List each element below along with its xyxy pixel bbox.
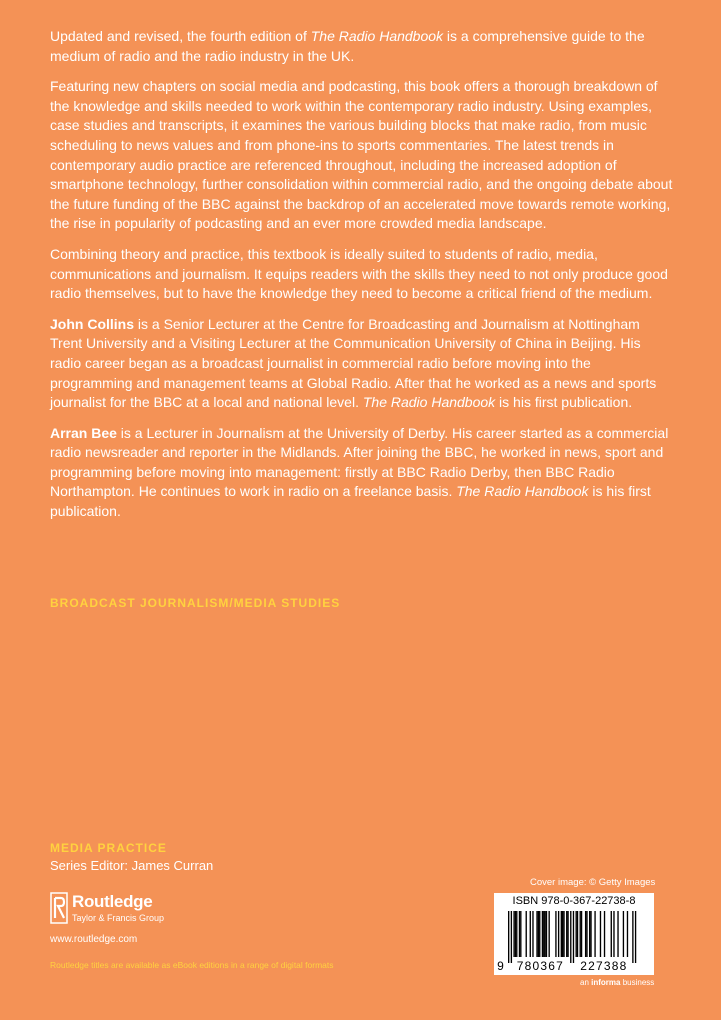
author-bio-bee (50, 424, 674, 522)
barcode-bar (511, 911, 512, 963)
informa-tagline (580, 978, 654, 987)
book-title: The Radio Handbook (456, 483, 589, 500)
ebook-note: Routledge titles are available as eBook editions in a range of digital formats (50, 960, 334, 970)
barcode-bar (586, 911, 587, 957)
publisher-logo (50, 892, 190, 928)
back-cover-text (50, 27, 674, 533)
barcode-bar (562, 911, 563, 957)
informa-brand: informa (591, 978, 621, 987)
barcode-bar (544, 911, 545, 957)
series-editor: Series Editor: James Curran (50, 858, 214, 873)
barcode-bar (536, 911, 537, 957)
author-name: Arran Bee (50, 424, 117, 441)
barcode-graphic (494, 893, 654, 975)
barcode-bar (613, 911, 614, 957)
barcode-bar (558, 911, 559, 957)
barcode-bar (594, 911, 595, 957)
informa-suffix: business (620, 978, 655, 987)
barcode-bar (580, 911, 581, 957)
barcode-digits: 227388 (580, 959, 628, 973)
barcode-bar (543, 911, 544, 957)
barcode-bar (563, 911, 564, 957)
isbn-label: ISBN 978-0-367-22738-8 (512, 895, 636, 907)
barcode-bar (623, 911, 624, 957)
author-bio-end: is his first publication. (495, 394, 633, 411)
intro-text: Updated and revised, the fourth edition of (50, 28, 311, 44)
barcode-bar (526, 911, 527, 957)
barcode-bar (604, 911, 605, 957)
features-paragraph: Featuring new chapters on social media and podcasting, this book offers a thorough breakdown of the knowledge and skills needed to work within the contemporary radio industry. Using examples, case studies and transcripts, it examines the various building blocks that make radio, from music scheduling to news values and from phone-ins to sports commentaries. The latest trends in contemporary audio practice are referenced throughout, including the increased adoption of smartphone technology, further consolidation within commercial radio, and the ongoing debate about the future funding of the BBC against the backdrop of an accelerated move towards remote working, the rise in popularity of podcasting and an ever more crowded media landscape. (50, 78, 673, 232)
barcode-bar (567, 911, 568, 957)
barcode-bar (576, 911, 577, 957)
barcode-bar (561, 911, 562, 957)
barcode-digits: 9 (497, 959, 505, 973)
barcode-bar (635, 911, 636, 963)
author-bio-end: is his first publication. (50, 483, 651, 520)
publisher-website: www.routledge.com (50, 934, 138, 945)
author-name: John Collins (50, 315, 134, 332)
barcode-bar (542, 911, 543, 957)
author-bio-text: is a Lecturer in Journalism at the University of Derby. His career started as a commercial radio newsreader and reporter in the Midlands. After joining the BBC, he worked in news, sport and programming before moving into management: firstly at BBC Radio Derby, then BBC Radio Northampton. He continues to work in radio on a freelance basis. (50, 424, 669, 500)
barcode-bar (566, 911, 567, 957)
barcode-bar (581, 911, 582, 957)
barcode-bar (530, 911, 531, 957)
isbn-barcode (494, 893, 654, 975)
subject-category: BROADCAST JOURNALISM/MEDIA STUDIES (50, 596, 341, 610)
barcode-bar (555, 911, 556, 957)
series-title: MEDIA PRACTICE (50, 841, 167, 855)
barcode-bar (539, 911, 540, 957)
barcode-bar (516, 911, 517, 957)
barcode-digits: 780367 (516, 959, 565, 973)
intro-paragraph (50, 27, 674, 66)
barcode-bar (627, 911, 628, 957)
barcode-bar (520, 911, 521, 957)
barcode-bar (538, 911, 539, 957)
publisher-name: Routledge (72, 892, 153, 911)
publisher-group: Taylor & Francis Group (72, 913, 165, 923)
barcode-bar (611, 911, 612, 957)
barcode-bar (632, 911, 633, 963)
barcode-bar (617, 911, 618, 957)
author-bio-text: is a Senior Lecturer at the Centre for Broadcasting and Journalism at Nottingham Trent University and a Visiting Lecturer at the Communication University of China in Beijing. His radio career began as a broadcast journalist in commercial radio before moving into the programming and management teams at Global Radio. After that he worked as a news and sports journalist for the BBC at a local and national level. (50, 315, 657, 411)
barcode-bar (590, 911, 591, 957)
author-bio-collins (50, 315, 674, 413)
barcode-bar (577, 911, 578, 957)
audience-paragraph: Combining theory and practice, this textbook is ideally suited to students of radio, media, communications and journalism. It equips readers with the skills they need to not only produce good radio themselves, but to have the knowledge they need to become a critical friend of the medium. (50, 245, 668, 302)
barcode-bar (573, 911, 574, 963)
barcode-bar (546, 911, 547, 957)
barcode-bar (515, 911, 516, 957)
barcode-bar (519, 911, 520, 957)
cover-image-credit: Cover image: © Getty Images (530, 877, 656, 888)
intro-text-end: is a comprehensive guide to the medium of radio and the radio industry in the UK. (50, 28, 645, 64)
barcode-bar (513, 911, 514, 957)
barcode-bar (570, 911, 571, 963)
barcode-bar (508, 911, 509, 963)
barcode-bar (549, 911, 550, 957)
barcode-bar (532, 911, 533, 957)
book-title: The Radio Handbook (362, 394, 496, 411)
routledge-r-icon (50, 892, 68, 924)
barcode-bar (600, 911, 601, 957)
informa-prefix: an (580, 978, 592, 987)
barcode-bar (589, 911, 590, 957)
barcode-bar (585, 911, 586, 957)
book-title: The Radio Handbook (310, 28, 444, 44)
